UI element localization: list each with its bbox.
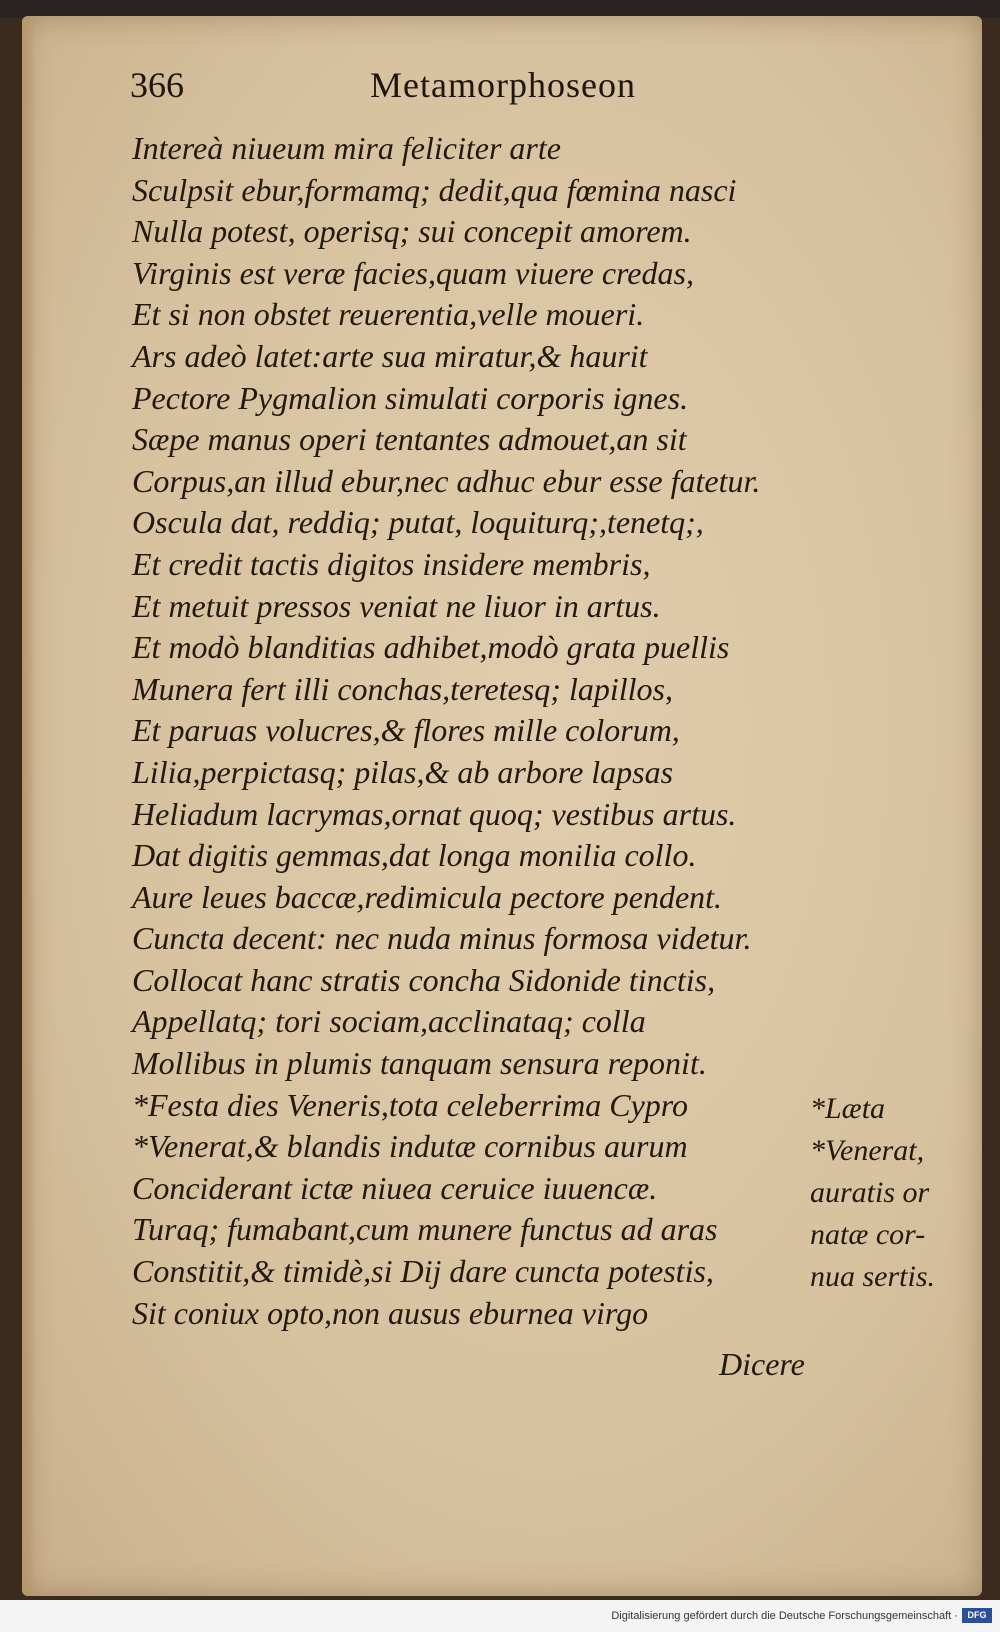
verse-line: Corpus,an illud ebur,nec adhuc ebur esse fatetur.	[132, 462, 761, 499]
verse-line: Et paruas volucres,& flores mille colorum,	[132, 712, 680, 749]
verse-line: Mollibus in plumis tanquam sensura reponit.	[132, 1045, 707, 1082]
verse-block	[132, 128, 812, 1334]
book-page	[22, 16, 982, 1596]
dfg-logo-icon: DFG	[962, 1608, 992, 1623]
verse-line: Virginis est veræ facies,quam viuere credas,	[132, 254, 694, 291]
verse-line: Sæpe manus operi tentantes admouet,an sit	[132, 421, 687, 458]
verse-line: Nulla potest, operisq; sui concepit amorem.	[132, 213, 692, 250]
verse-line: Ars adeò latet:arte sua miratur,& haurit	[132, 337, 648, 374]
catchword: Dicere	[719, 1346, 805, 1382]
verse-line: Pectore Pygmalion simulati corporis ignes.	[132, 379, 689, 416]
verse-line: Aure leues baccæ,redimicula pectore pendent.	[132, 878, 723, 915]
verse-line: Conciderant ictæ niuea ceruice iuuencæ.	[132, 1169, 658, 1206]
verse-line: Et si non obstet reuerentia,velle moueri.	[132, 296, 645, 333]
verse-line: Et modò blanditias adhibet,modò grata puellis	[132, 629, 730, 666]
marginal-note-line: auratis or	[810, 1176, 930, 1209]
page-number: 366	[130, 65, 184, 105]
marginal-note	[810, 1088, 970, 1298]
verse-line: Intereà niueum mira feliciter arte	[132, 130, 561, 166]
marginal-note-line: *Venerat,	[810, 1134, 925, 1167]
marginal-note-line: nua sertis.	[810, 1260, 936, 1293]
verse-line: Sit coniux opto,non ausus eburnea virgo	[132, 1294, 649, 1331]
verse-line: Lilia,perpictasq; pilas,& ab arbore lapsas	[132, 753, 674, 790]
verse-line: Dat digitis gemmas,dat longa monilia collo.	[132, 837, 697, 874]
verse-line: Sculpsit ebur,formamq; dedit,qua fœmina nasci	[132, 171, 737, 208]
page-edge-shadow	[22, 16, 36, 1596]
footer-credit-text: Digitalisierung gefördert durch die Deutsche Forschungsgemeinschaft ·	[611, 1610, 958, 1622]
verse-line: Et credit tactis digitos insidere membris,	[132, 545, 651, 582]
verse-line: Constitit,& timidè,si Dij dare cuncta potestis,	[132, 1253, 714, 1290]
verse-line: Oscula dat, reddiq; putat, loquiturq;,tenetq;,	[132, 504, 704, 541]
verse-line: Cuncta decent: nec nuda minus formosa videtur.	[132, 920, 752, 957]
running-head	[130, 64, 922, 112]
verse-line: *Festa dies Veneris,tota celeberrima Cypro	[132, 1086, 689, 1123]
verse-line: *Venerat,& blandis indutæ cornibus aurum	[132, 1128, 688, 1165]
verse-line: Turaq; fumabant,cum munere functus ad aras	[132, 1211, 718, 1248]
verse-line: Munera fert illi conchas,teretesq; lapillos,	[132, 670, 673, 707]
running-title: Metamorphoseon	[370, 65, 636, 105]
verse-line: Heliadum lacrymas,ornat quoq; vestibus artus.	[132, 795, 737, 832]
digitization-footer	[0, 1600, 1000, 1632]
marginal-note-line: natæ cor-	[810, 1218, 926, 1251]
verse-line: Et metuit pressos veniat ne liuor in artus.	[132, 587, 661, 624]
marginal-note-line: *Læta	[810, 1092, 886, 1125]
verse-line: Collocat hanc stratis concha Sidonide tinctis,	[132, 961, 716, 998]
verse-line: Appellatq; tori sociam,acclinataq; colla	[132, 1003, 646, 1040]
